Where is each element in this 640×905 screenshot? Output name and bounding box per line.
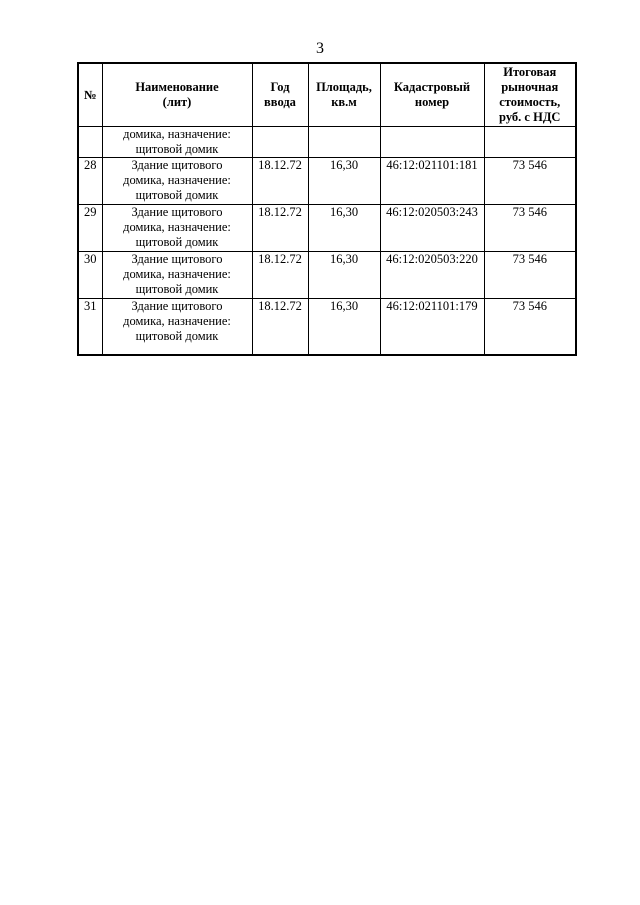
cell-area xyxy=(308,127,380,158)
header-cadastral: Кадастровый номер xyxy=(380,63,484,127)
cell-area: 16,30 xyxy=(308,252,380,299)
cell-cost: 73 546 xyxy=(484,252,576,299)
table-row xyxy=(78,205,576,252)
cell-area: 16,30 xyxy=(308,205,380,252)
cell-name: Здание щитового домика, назначение: щитовой домик xyxy=(102,252,252,299)
cell-year xyxy=(252,127,308,158)
cell-cost: 73 546 xyxy=(484,205,576,252)
cell-name: домика, назначение: щитовой домик xyxy=(102,127,252,158)
header-cost: Итоговая рыночная стоимость, руб. с НДС xyxy=(484,63,576,127)
cell-year: 18.12.72 xyxy=(252,252,308,299)
header-name: Наименование (лит) xyxy=(102,63,252,127)
header-area: Площадь, кв.м xyxy=(308,63,380,127)
table-row xyxy=(78,158,576,205)
cell-number xyxy=(78,127,102,158)
cell-number: 28 xyxy=(78,158,102,205)
cell-cost xyxy=(484,127,576,158)
table-row-continuation xyxy=(78,127,576,158)
header-year: Год ввода xyxy=(252,63,308,127)
cell-cost: 73 546 xyxy=(484,299,576,356)
cell-year: 18.12.72 xyxy=(252,205,308,252)
cell-cadastral: 46:12:020503:220 xyxy=(380,252,484,299)
cell-name: Здание щитового домика, назначение: щитовой домик xyxy=(102,158,252,205)
page-number: 3 xyxy=(316,40,324,57)
property-table xyxy=(77,62,577,356)
cell-area: 16,30 xyxy=(308,299,380,356)
cell-year: 18.12.72 xyxy=(252,299,308,356)
cell-name: Здание щитового домика, назначение: щитовой домик xyxy=(102,205,252,252)
cell-name: Здание щитового домика, назначение: щитовой домик xyxy=(102,299,252,356)
table-row xyxy=(78,299,576,356)
cell-area: 16,30 xyxy=(308,158,380,205)
table-row xyxy=(78,252,576,299)
cell-number: 29 xyxy=(78,205,102,252)
header-number: № xyxy=(78,63,102,127)
cell-year: 18.12.72 xyxy=(252,158,308,205)
table-header-row xyxy=(78,63,576,127)
cell-cadastral: 46:12:021101:181 xyxy=(380,158,484,205)
cell-cadastral xyxy=(380,127,484,158)
cell-cost: 73 546 xyxy=(484,158,576,205)
cell-number: 30 xyxy=(78,252,102,299)
cell-number: 31 xyxy=(78,299,102,356)
cell-cadastral: 46:12:021101:179 xyxy=(380,299,484,356)
cell-cadastral: 46:12:020503:243 xyxy=(380,205,484,252)
